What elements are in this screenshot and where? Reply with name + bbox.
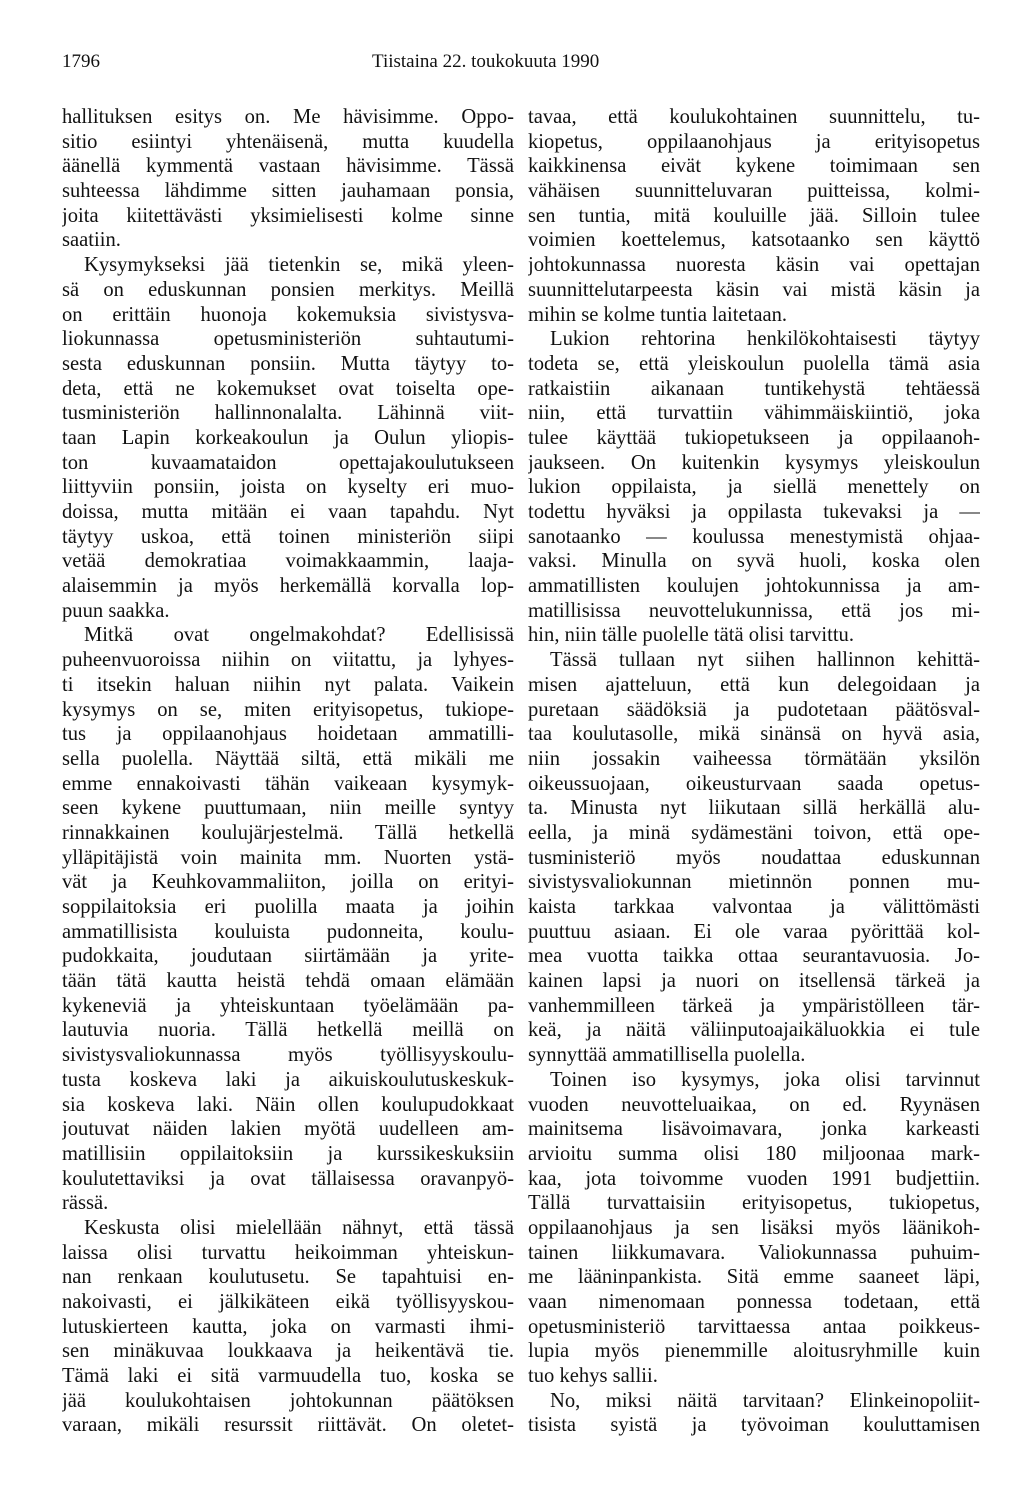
- text-line: taa koulutasolle, mikä sinänsä on hyvä asia,: [528, 723, 980, 746]
- text-line: mainitsema lisävoimavara, jonka karkeasti: [528, 1118, 980, 1141]
- text-line: jää koulukohtaisen johtokunnan päätöksen: [62, 1389, 514, 1412]
- text-line: vuoden neuvotteluaikaa, on ed. Ryynäsen: [528, 1093, 980, 1116]
- text-line: kysymys on se, miten erityisopetus, tukiope-: [62, 698, 514, 721]
- text-line: me lääninpankista. Sitä emme saaneet läpi,: [528, 1266, 980, 1289]
- text-line: kaikkinensa eivät kykene toimimaan sen: [528, 155, 980, 178]
- text-line: Tämä laki ei sitä varmuudella tuo, koska se: [62, 1365, 514, 1388]
- text-line: deta, että ne kokemukset ovat toiselta ope-: [62, 377, 514, 400]
- text-line: lautuvia nuoria. Tällä hetkellä meillä on: [62, 1019, 514, 1042]
- text-line: tusministeriön hallinnonalalta. Lähinnä viit-: [62, 402, 514, 425]
- text-line: voimien koettelemus, katsotaanko sen käyttö: [528, 229, 980, 252]
- text-line: varaan, mikäli resurssit riittävät. On oletet-: [62, 1414, 514, 1437]
- text-line: ylläpitäjistä voin mainita mm. Nuorten ystä-: [62, 846, 514, 869]
- text-line: liittyviin ponsiin, joista on kyselty eri muo-: [62, 476, 514, 499]
- text-line: tulee käyttää tukiopetukseen ja oppilaanoh-: [528, 426, 980, 449]
- text-line: kaa, jota toivomme vuoden 1991 budjettiin.: [528, 1167, 980, 1190]
- text-line: täytyy uskoa, että toinen ministeriön siipi: [62, 525, 514, 548]
- text-line: äänellä kymmentä vastaan hävisimme. Tässä: [62, 155, 514, 178]
- text-line: matillisiin oppilaitoksiin ja kurssikeskuksiin: [62, 1142, 514, 1165]
- text-line: matillisissa neuvottelukunnissa, että jos mi-: [528, 599, 980, 622]
- text-line: oppilaanohjaus ja sen lisäksi myös läänikoh-: [528, 1216, 980, 1239]
- text-line: lupia myös pienemmille aloitusryhmille kuin: [528, 1340, 980, 1363]
- right-text-column: [528, 105, 980, 1438]
- text-line: jaukseen. On kuitenkin kysymys yleiskoulun: [528, 451, 980, 474]
- left-text-column: [62, 105, 514, 1438]
- text-line: joita kiitettävästi yksimielisesti kolme sinne: [62, 204, 514, 227]
- text-line: liokunnassa opetusministeriön suhtautumi-: [62, 328, 514, 351]
- text-line: doissa, mutta mitään ei vaan tapahdu. Nyt: [62, 501, 514, 523]
- text-line: lutuskierteen kautta, joka on varmasti ihmi-: [62, 1315, 514, 1338]
- text-line: pudokkaita, joudutaan siirtämään ja yrite-: [62, 945, 514, 968]
- text-line: sivistysvaliokunnassa myös työllisyyskoulu-: [62, 1044, 514, 1067]
- text-line: nakoivasti, ei jälkikäteen eikä työllisyyskou-: [62, 1291, 514, 1313]
- text-line: ti itsekin haluan niihin nyt palata. Vaikein: [62, 673, 514, 696]
- text-line: tuo kehys sallii.: [528, 1365, 658, 1388]
- text-line: koulutettaviksi ja ovat tällaisessa oravanpyö-: [62, 1167, 514, 1190]
- text-line: suhteessa lähdimme sitten jauhamaan ponsia,: [62, 180, 514, 203]
- text-line: sia koskeva laki. Näin ollen koulupudokkaat: [62, 1093, 514, 1116]
- text-line: ammatillisista kouluista pudonneita, koulu-: [62, 920, 514, 943]
- text-line: joutuvat näiden lakien myötä uudelleen am-: [62, 1118, 514, 1141]
- text-line: ton kuvaamataidon opettajakoulutukseen: [62, 451, 514, 474]
- text-line: tus ja oppilaanohjaus hoidetaan ammatilli-: [62, 723, 514, 746]
- text-line: rässä.: [62, 1192, 109, 1215]
- text-line: tusta koskeva laki ja aikuiskoulutuskeskuk-: [62, 1068, 514, 1091]
- text-line: mihin se kolme tuntia laitetaan.: [528, 303, 788, 326]
- page-date-header: Tiistaina 22. toukokuuta 1990: [372, 51, 600, 72]
- text-line: mea vuotta taikka ottaa seurantavuosia. Jo-: [528, 945, 980, 968]
- text-line: ammatillisten koulujen johtokunnissa ja am-: [528, 575, 980, 598]
- text-line: sä on eduskunnan ponsien merkitys. Meillä: [62, 278, 514, 301]
- text-line: kaista tarkkaa valvontaa ja välittömästi: [528, 896, 980, 918]
- text-line: todettu hyväksi ja oppilasta tukevaksi ja —: [528, 501, 980, 523]
- text-line: sanotaanko — koulussa menestymistä ohjaa-: [528, 525, 980, 548]
- text-line: vaan nimenomaan ponnessa todetaan, että: [528, 1291, 980, 1313]
- text-line: kainen lapsi ja nuori on itsellensä tärkeä ja: [528, 970, 980, 993]
- text-line: tusministeriö myös noudattaa eduskunnan: [528, 846, 980, 869]
- text-line: ratkaistiin aikanaan tuntikehystä tehtäessä: [528, 377, 980, 400]
- text-line: Keskusta olisi mielellään nähnyt, että tässä: [84, 1216, 514, 1239]
- text-line: taan Lapin korkeakoulun ja Oulun yliopis-: [62, 426, 514, 449]
- text-line: tainen liikkumavara. Valiokunnassa puhuim-: [528, 1241, 980, 1264]
- text-line: Tällä turvattaisiin erityisopetus, tukiopetus,: [528, 1192, 980, 1215]
- text-line: sen tuntia, mitä kouluille jää. Silloin tulee: [528, 204, 980, 227]
- text-line: saatiin.: [62, 229, 121, 252]
- text-line: sitio esiintyi yhtenäisenä, mutta kuudella: [62, 130, 514, 153]
- text-line: vetää demokratiaa voimakkaammin, laaja-: [62, 550, 514, 573]
- text-line: Tässä tullaan nyt siihen hallinnon kehittä-: [550, 649, 980, 672]
- text-line: Kysymykseksi jää tietenkin se, mikä yleen-: [84, 254, 514, 277]
- text-line: kiopetus, oppilaanohjaus ja erityisopetus: [528, 130, 980, 153]
- text-line: tisista syistä ja työvoiman kouluttamisen: [528, 1414, 980, 1437]
- text-line: tään tätä kautta heistä tehdä omaan elämään: [62, 970, 514, 993]
- text-line: misen ajatteluun, että kun delegoidaan ja: [528, 673, 980, 696]
- text-line: vaksi. Minulla on syvä huoli, koska olen: [528, 550, 980, 573]
- text-line: Toinen iso kysymys, joka olisi tarvinnut: [550, 1068, 980, 1091]
- text-line: vät ja Keuhkovammaliiton, joilla on erityi-: [62, 871, 514, 894]
- text-line: keä, ja näitä väliinputoajaikäluokkia ei tule: [528, 1019, 980, 1042]
- text-line: sen minäkuvaa loukkaava ja heikentävä tie.: [62, 1340, 514, 1363]
- text-line: suunnittelutarpeesta käsin vai mistä käsin ja: [528, 278, 980, 301]
- text-line: todeta se, että yleiskoulun puolella tämä asia: [528, 352, 980, 375]
- text-line: sella puolella. Näyttää siltä, että mikäli me: [62, 747, 514, 770]
- text-line: johtokunnassa nuoresta käsin vai opettajan: [528, 254, 980, 277]
- text-line: puuttuu asiaan. Ei ole varaa pyörittää kol-: [528, 920, 980, 943]
- text-line: sivistysvaliokunnan mietinnön ponnen mu-: [528, 871, 980, 894]
- text-line: nan renkaan koulutusetu. Se tapahtuisi en-: [62, 1266, 514, 1289]
- text-line: niin, että turvattiin vähimmäiskiintiö, joka: [528, 402, 980, 425]
- text-line: sesta eduskunnan ponsiin. Mutta täytyy to-: [62, 352, 514, 375]
- text-line: puheenvuoroissa niihin on viitattu, ja lyhyes-: [62, 649, 514, 672]
- text-line: eella, ja minä sydämestäni toivon, että ope-: [528, 821, 980, 844]
- text-line: seen kykene puuttumaan, niin meille syntyy: [62, 797, 514, 820]
- text-line: hallituksen esitys on. Me hävisimme. Oppo-: [62, 106, 514, 128]
- text-line: alaisemmin ja myös herkemällä korvalla lop-: [62, 575, 514, 598]
- text-line: kykeneviä ja yhteiskuntaan työelämään pa-: [62, 994, 514, 1017]
- text-line: puun saakka.: [62, 599, 170, 622]
- text-line: oikeussuojaan, oikeusturvaan saada opetus-: [528, 772, 980, 795]
- text-line: puretaan säädöksiä ja pudotetaan päätösval-: [528, 698, 980, 721]
- text-line: synnyttää ammatillisella puolella.: [528, 1044, 806, 1067]
- text-line: on erittäin huonoja kokemuksia sivistysva-: [62, 303, 514, 326]
- text-line: Lukion rehtorina henkilökohtaisesti täytyy: [550, 328, 980, 351]
- text-line: Mitkä ovat ongelmakohdat? Edellisissä: [84, 624, 514, 647]
- text-line: No, miksi näitä tarvitaan? Elinkeinopoliit-: [550, 1389, 980, 1412]
- text-line: lukion oppilaista, ja siellä menettely on: [528, 476, 980, 499]
- text-line: hin, niin tälle puolelle tätä olisi tarvittu.: [528, 624, 855, 647]
- text-line: rinnakkainen koulujärjestelmä. Tällä hetkellä: [62, 821, 514, 844]
- text-line: tavaa, että koulukohtainen suunnittelu, tu-: [528, 106, 980, 128]
- page-number: 1796: [62, 51, 100, 72]
- text-line: laissa olisi turvattu heikoimman yhteiskun-: [62, 1241, 514, 1264]
- text-line: niin jossakin vaiheessa törmätään yksilön: [528, 747, 980, 770]
- text-line: emme ennakoivasti tähän vaikeaan kysymyk-: [62, 772, 514, 795]
- text-line: opetusministeriö tarvittaessa antaa poikkeus-: [528, 1315, 980, 1338]
- text-line: ta. Minusta nyt liikutaan sillä herkällä alu-: [528, 797, 980, 820]
- text-line: arvioitu summa olisi 180 miljoonaa mark-: [528, 1142, 980, 1165]
- text-line: soppilaitoksia eri puolilla maata ja joihin: [62, 896, 514, 918]
- text-line: vanhemmilleen tärkeä ja ympäristölleen tär-: [528, 994, 980, 1017]
- text-line: vähäisen suunnitteluvaran puitteissa, kolmi-: [528, 180, 980, 203]
